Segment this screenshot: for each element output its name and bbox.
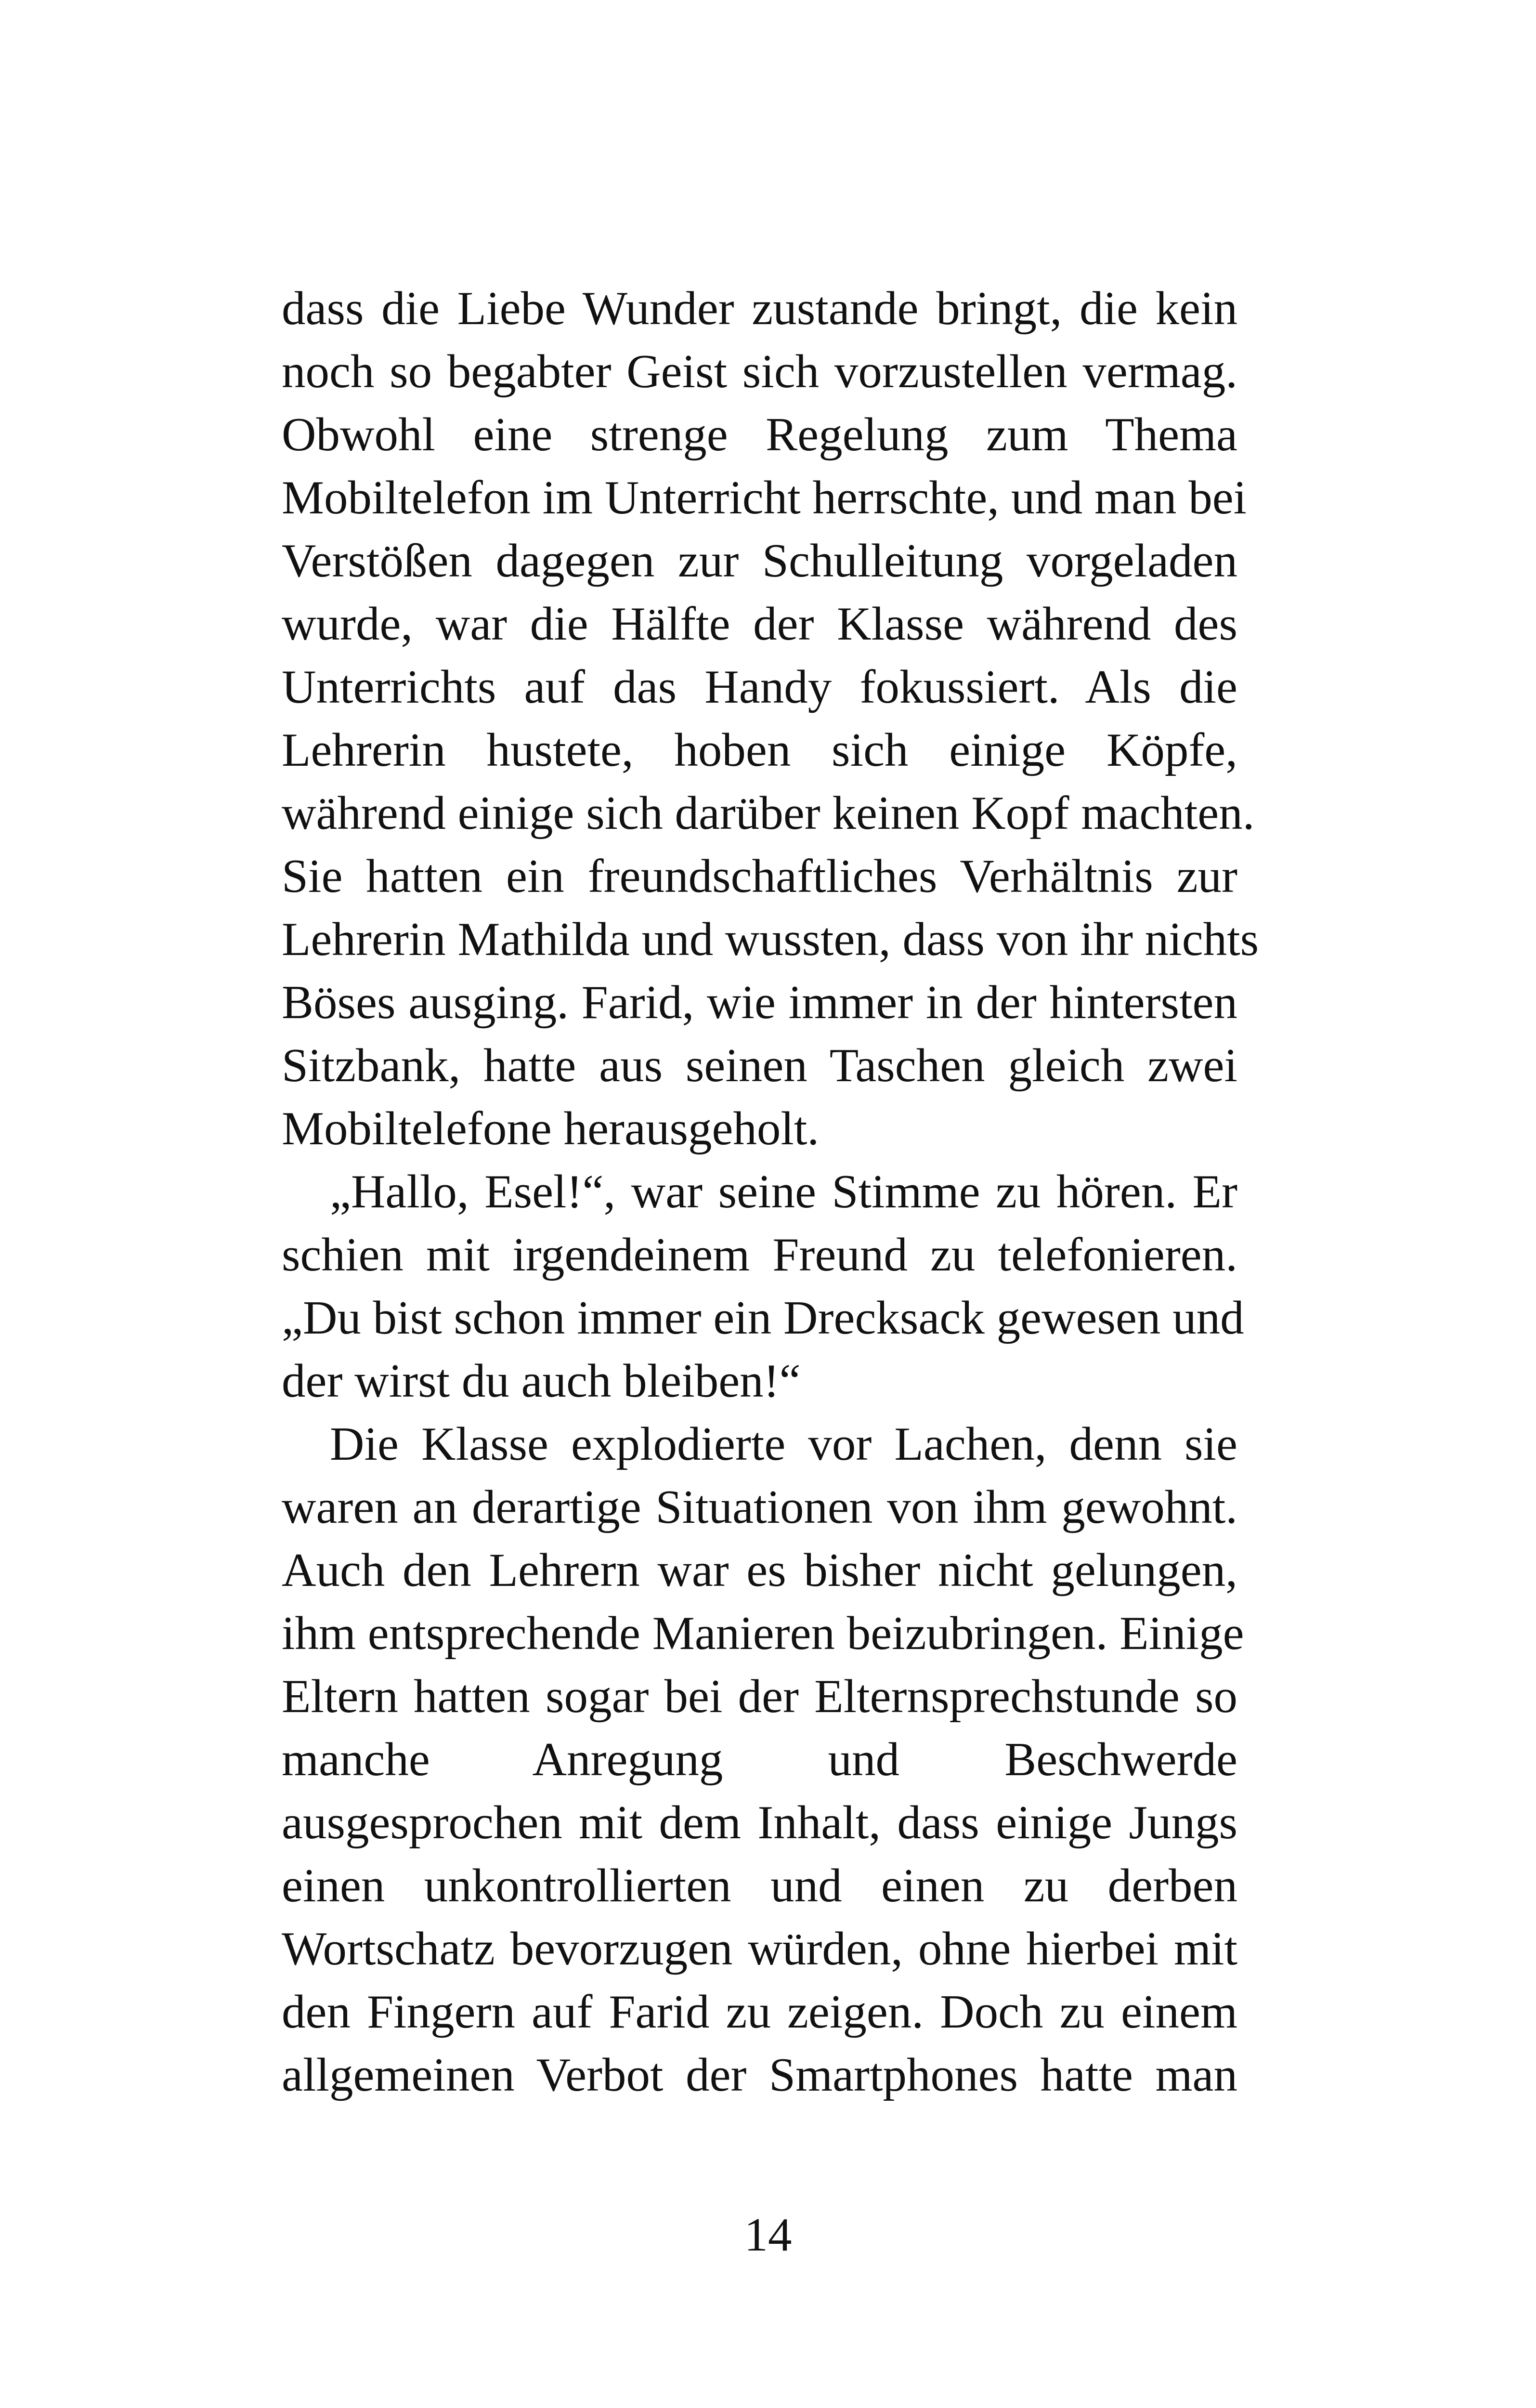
page-number: 14 — [744, 2209, 792, 2261]
text-line: Lehrerin hustete, hoben sich einige Köpfe, — [282, 724, 1237, 776]
text-line: ausgesprochen mit dem Inhalt, dass einige Jungs — [282, 1796, 1237, 1849]
text-line: Lehrerin Mathilda und wussten, dass von ihr nichts — [282, 913, 1259, 966]
text-line: wurde, war die Hälfte der Klasse während des — [282, 598, 1237, 650]
text-line: Die Klasse explodierte vor Lachen, denn sie — [330, 1418, 1237, 1470]
text-line: während einige sich darüber keinen Kopf machten. — [282, 787, 1255, 839]
text-line: schien mit irgendeinem Freund zu telefonieren. — [282, 1229, 1237, 1281]
text-line: Unterrichts auf das Handy fokussiert. Als die — [282, 661, 1237, 713]
text-line: allgemeinen Verbot der Smartphones hatte man — [282, 2049, 1237, 2101]
text-line: Obwohl eine strenge Regelung zum Thema — [282, 408, 1237, 461]
text-line: der wirst du auch bleiben!“ — [282, 1355, 801, 1407]
text-line: Verstößen dagegen zur Schulleitung vorgeladen — [282, 535, 1237, 587]
text-line: noch so begabter Geist sich vorzustellen vermag. — [282, 345, 1237, 398]
text-line: Mobiltelefone herausgeholt. — [282, 1102, 820, 1155]
text-line: Wortschatz bevorzugen würden, ohne hierbei mit — [282, 1923, 1237, 1975]
text-line: manche Anregung und Beschwerde — [282, 1733, 1237, 1786]
text-line: Sitzbank, hatte aus seinen Taschen gleich zwei — [282, 1039, 1237, 1092]
text-line: „Du bist schon immer ein Drecksack gewesen und — [282, 1292, 1244, 1344]
text-line: Sie hatten ein freundschaftliches Verhältnis zur — [282, 850, 1237, 903]
text-line: „Hallo, Esel!“, war seine Stimme zu hören. Er — [330, 1165, 1237, 1218]
text-line: waren an derartige Situationen von ihm gewohnt. — [282, 1481, 1237, 1533]
text-line: Mobiltelefon im Unterricht herrschte, und man bei — [282, 471, 1247, 524]
body-text — [282, 277, 1259, 2107]
text-line: ihm entsprechende Manieren beizubringen. Einige — [282, 1607, 1244, 1660]
text-line: einen unkontrollierten und einen zu derben — [282, 1859, 1237, 1912]
text-line: Böses ausging. Farid, wie immer in der hintersten — [282, 976, 1237, 1029]
text-line: Auch den Lehrern war es bisher nicht gelungen, — [282, 1544, 1237, 1597]
text-line: dass die Liebe Wunder zustande bringt, die kein — [282, 282, 1237, 335]
text-line: den Fingern auf Farid zu zeigen. Doch zu einem — [282, 1986, 1237, 2038]
text-line: Eltern hatten sogar bei der Elternsprechstunde so — [282, 1670, 1237, 1723]
